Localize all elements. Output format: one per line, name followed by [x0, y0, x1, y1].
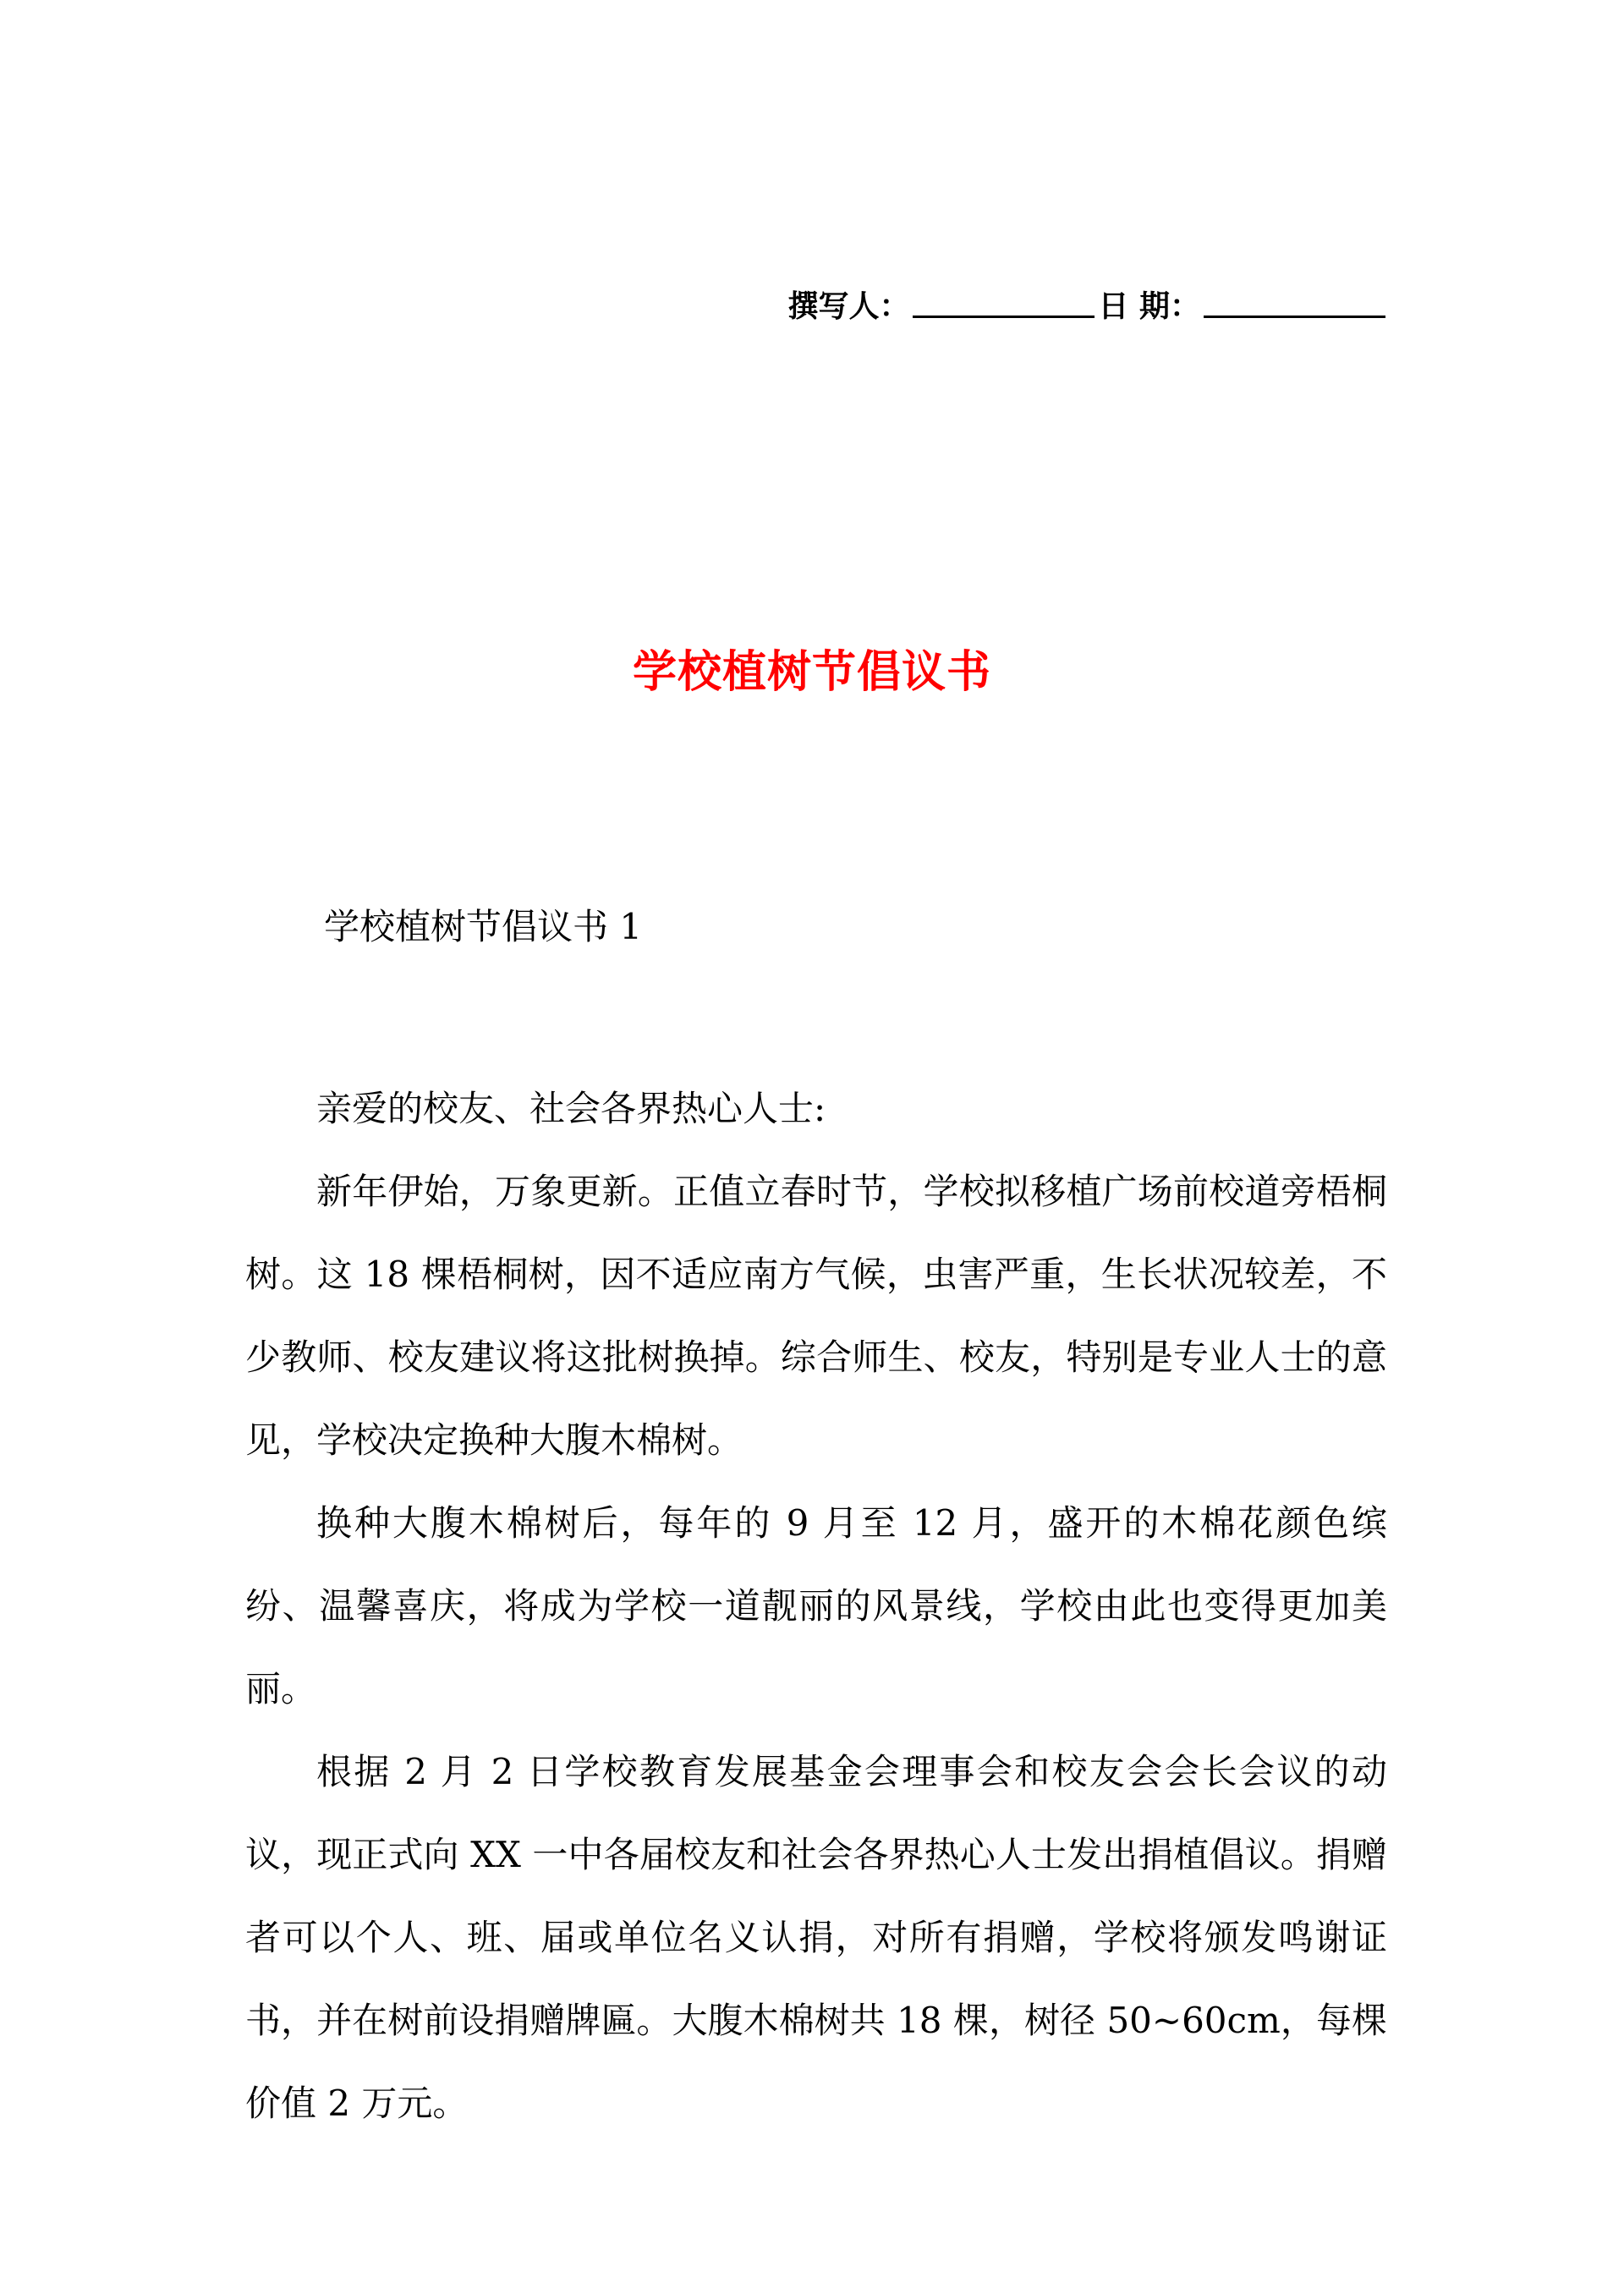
paragraph: 新年伊始，万象更新。正值立春时节，学校拟移植广场前校道旁梧桐树。这 18 棵梧桐树，因不适应南方气候，虫害严重，生长状况较差，不少教师、校友建议将这批树换掉。综合师生、校友，特别是专业人士的意见，学校决定换种大腹木棉树。 [245, 1171, 1387, 1461]
section-heading: 学校植树节倡议书 1 [324, 906, 643, 947]
date-blank [1204, 314, 1385, 318]
document-body [245, 1067, 1387, 2145]
author-date-line [787, 283, 1389, 326]
date-label: 日 期： [1098, 288, 1200, 324]
salutation: 亲爱的校友、社会各界热心人士: [316, 1088, 826, 1129]
paragraph: 根据 2 月 2 日学校教育发展基金会理事会和校友会会长会议的动议，现正式向 XX 一中各届校友和社会各界热心人士发出捐植倡议。捐赠者可以个人、班、届或单位名义认捐，对所有捐赠，学校将颁发鸣谢证书，并在树前设捐赠牌匾。大腹木棉树共 18 棵，树径 50~60cm，每棵价值 2 万元。 [245, 1751, 1387, 2124]
paragraph: 换种大腹木棉树后，每年的 9 月至 12 月，盛开的木棉花颜色缤纷、温馨喜庆，将成为学校一道靓丽的风景线，学校由此也变得更加美丽。 [245, 1502, 1387, 1710]
author-blank [913, 314, 1095, 318]
author-label: 撰写人： [787, 288, 910, 324]
document-title: 学校植树节倡议书 [632, 646, 991, 698]
